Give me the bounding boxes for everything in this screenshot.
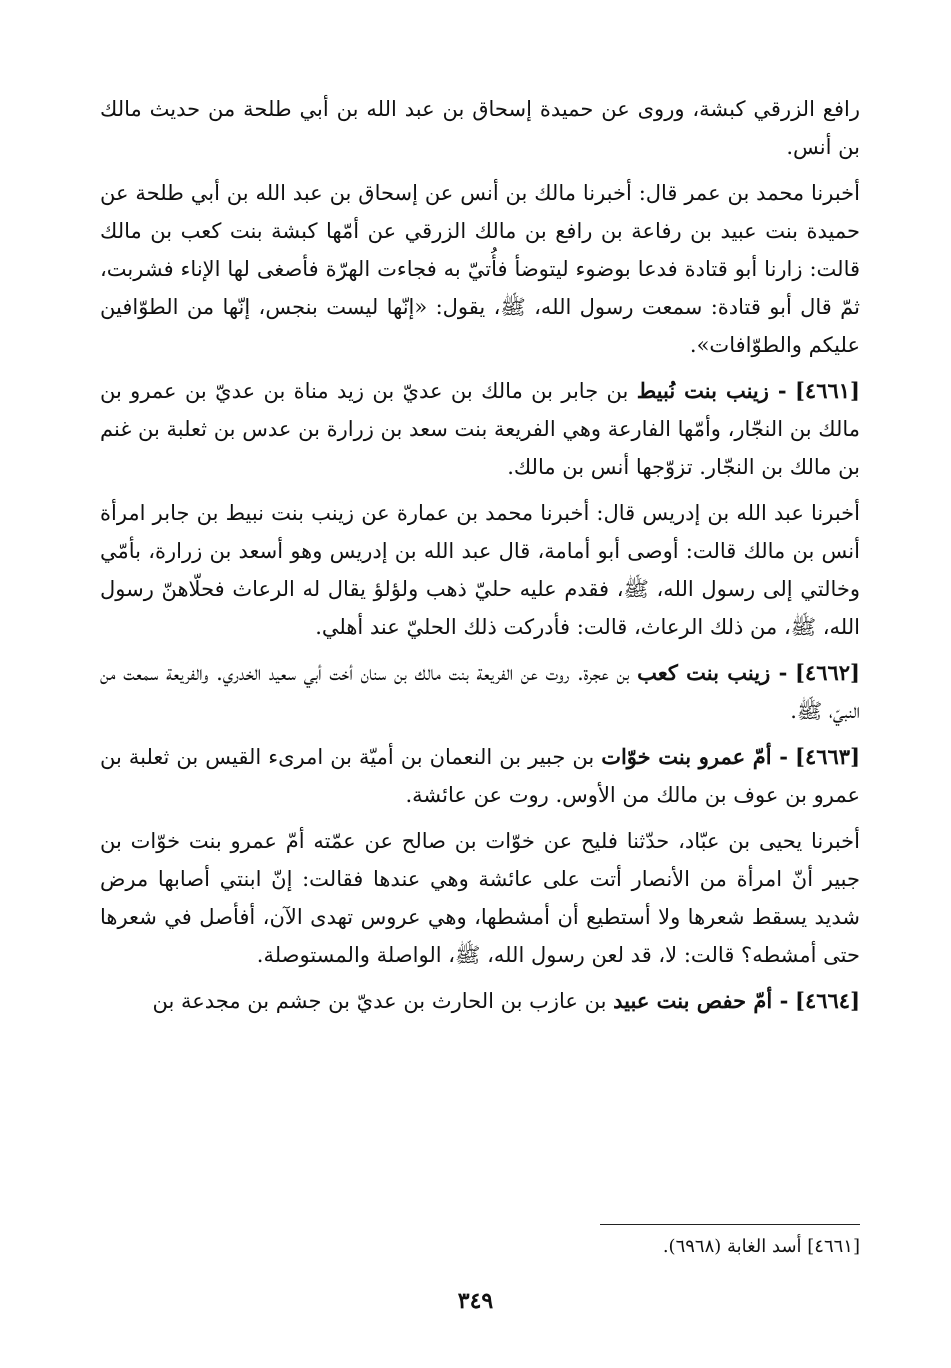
entry-name: - زينب بنت كعب bbox=[637, 660, 788, 685]
entry-number: [٤٦٦٤] bbox=[795, 988, 860, 1013]
paragraph: أخبرنا يحيى بن عبّاد، حدّثنا فليح عن خوّات بن صالح عن عمّته أمّ عمرو بنت خوّات بن جبير أنّ امرأة من الأنصار أتت على عائشة وهي عندها فقالت: إنّ ابنتي أصابها مرض شديد يسقط شعرها ولا أستطيع أن أمشطها، وهي عروس تهدى الآن، أفأصل في شعرها حتى أمشطه؟ قالت: لا، قد لعن رسول الله، ﷺ، الواصلة والمستوصلة. bbox=[100, 829, 860, 967]
page-number: ٣٤٩ bbox=[457, 1288, 494, 1314]
entry-4663 bbox=[100, 738, 860, 814]
paragraph: أخبرنا محمد بن عمر قال: أخبرنا مالك بن أنس عن إسحاق بن عبد الله بن أبي طلحة عن حميدة بنت عبيد بن رفاعة بن رافع بن مالك الزرقي عن أمّها كبشة بنت كعب بن مالك قالت: زارنا أبو قتادة فدعا بوضوء ليتوضأ فأُتيّ به فجاءت الهرّة فأصغى لها الإناء فشربت، ثمّ قال أبو قتادة: سمعت رسول الله، ﷺ، يقول: «إنّها ليست بنجس، إنّها من الطوّافين عليكم والطوّافات». bbox=[100, 181, 860, 357]
footnote-divider bbox=[600, 1224, 860, 1225]
entry-number: [٤٦٦١] bbox=[794, 378, 860, 403]
entry-number: [٤٦٦٢] bbox=[794, 660, 860, 685]
entry-4661 bbox=[100, 372, 860, 486]
entry-text: بن عجرة. روت عن الفريعة بنت مالك بن سنان أخت أبي سعيد الخدري. والفريعة سمعت من النبيّ، ﷺ. bbox=[100, 661, 860, 723]
entry-number: [٤٦٦٣] bbox=[795, 744, 860, 769]
page-body bbox=[100, 90, 860, 1028]
entry-text: بن جبير بن النعمان بن أميّة بن امرىء القيس بن ثعلبة بن عمرو بن عوف بن مالك من الأوس. روت عن عائشة. bbox=[100, 745, 860, 807]
entry-text: بن عازب بن الحارث بن عديّ بن جشم بن مجدعة بن bbox=[152, 989, 614, 1013]
entry-4662 bbox=[100, 654, 860, 730]
entry-name: - زينب بنت نُبيط bbox=[636, 378, 787, 403]
paragraph: أخبرنا عبد الله بن إدريس قال: أخبرنا محمد بن عمارة عن زينب بنت نبيط بن جابر امرأة أنس بن مالك قالت: أوصى أبو أمامة، قال عبد الله بن إدريس وهو أسعد بن زرارة، بأمّي وخالتي إلى رسول الله، ﷺ، فقدم عليه حليّ ذهب ولؤلؤ يقال له الرعاث فحلّاهنّ رسول الله، ﷺ، من ذلك الرعاث، قالت: فأدركت ذلك الحليّ عند أهلي. bbox=[100, 501, 860, 639]
entry-name: - أمّ حفص بنت عبيد bbox=[613, 988, 789, 1013]
paragraph: رافع الزرقي كبشة، وروى عن حميدة إسحاق بن عبد الله بن أبي طلحة من حديث مالك بن أنس. bbox=[100, 97, 860, 159]
entry-4664 bbox=[100, 982, 860, 1020]
entry-text: بن جابر بن مالك بن عديّ بن زيد مناة بن عديّ بن عمرو بن مالك بن النجّار، وأمّها الفارعة وهي الفريعة بنت سعد بن زرارة بن عدس بن ثعلبة بن غنم بن مالك بن النجّار. تزوّجها أنس بن مالك. bbox=[100, 379, 860, 479]
entry-name: - أمّ عمرو بنت خوّات bbox=[601, 744, 788, 769]
footnote: [٤٦٦١] أسد الغابة (٦٩٦٨). bbox=[662, 1236, 860, 1257]
